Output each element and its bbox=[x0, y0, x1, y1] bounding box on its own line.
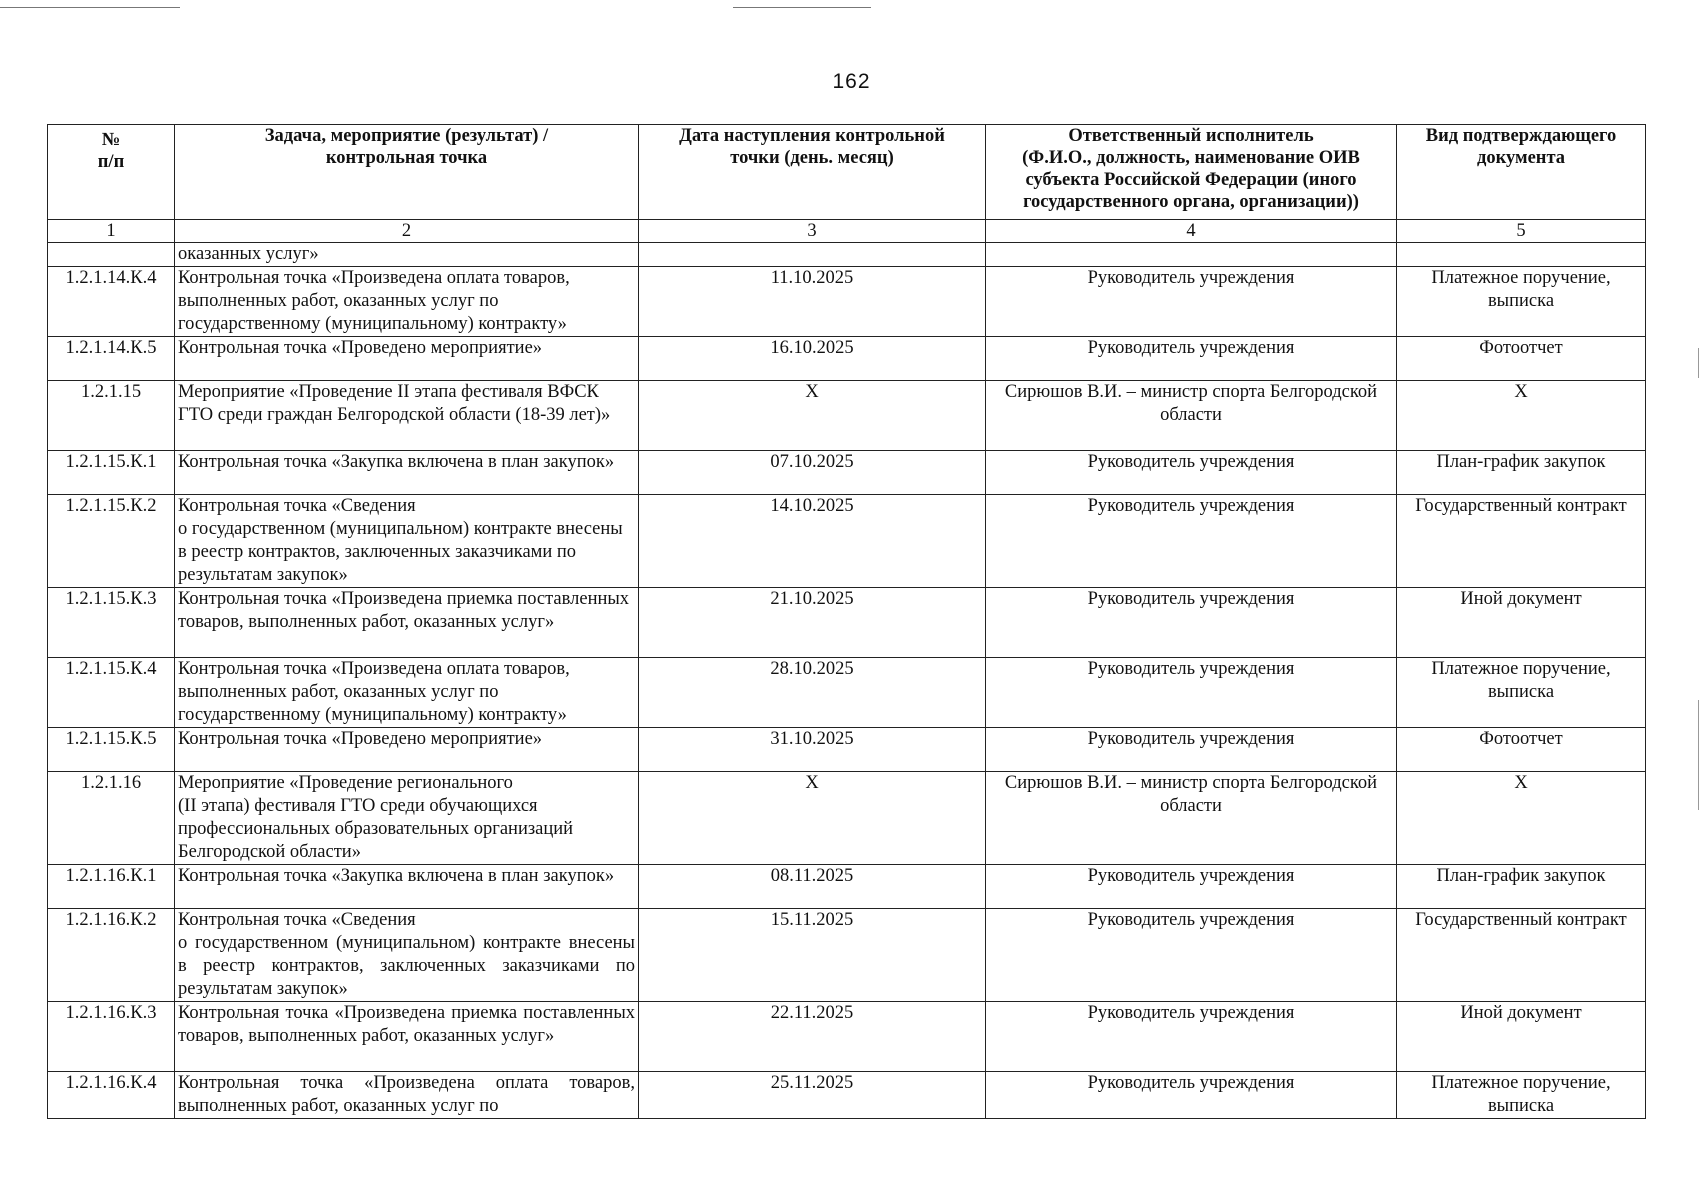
row-task-cell: Контрольная точка «Произведена оплата товаров, выполненных работ, оказанных услуг по bbox=[175, 1072, 639, 1119]
row-task-cell: Контрольная точка «Сведения о государственном (муниципальном) контракте внесены в реестр контрактов, заключенных заказчиками по результатам закупок» bbox=[175, 495, 639, 588]
row-date-cell bbox=[639, 243, 986, 267]
row-date-cell: 16.10.2025 bbox=[639, 337, 986, 381]
header-document bbox=[1397, 125, 1646, 220]
table-row bbox=[48, 243, 1646, 267]
row-document-cell: Иной документ bbox=[1397, 1002, 1646, 1072]
row-task-cell: Мероприятие «Проведение II этапа фестиваля ВФСК ГТО среди граждан Белгородской области (18-39 лет)» bbox=[175, 381, 639, 451]
row-document-cell: Х bbox=[1397, 772, 1646, 865]
header-date-text: Дата наступления контрольной точки (день. месяц) bbox=[679, 126, 945, 168]
table-row bbox=[48, 865, 1646, 909]
row-responsible-cell: Руководитель учреждения bbox=[986, 1072, 1397, 1119]
table-row bbox=[48, 772, 1646, 865]
row-date-cell: 08.11.2025 bbox=[639, 865, 986, 909]
row-document-cell: Государственный контракт bbox=[1397, 495, 1646, 588]
table-row bbox=[48, 658, 1646, 728]
row-number-cell bbox=[48, 243, 175, 267]
row-task-cell: Контрольная точка «Закупка включена в план закупок» bbox=[175, 451, 639, 495]
column-number: 5 bbox=[1397, 220, 1646, 243]
row-responsible-cell: Руководитель учреждения bbox=[986, 865, 1397, 909]
row-number-cell: 1.2.1.16.К.3 bbox=[48, 1002, 175, 1072]
row-task-cell: Контрольная точка «Произведена оплата товаров, выполненных работ, оказанных услуг по государственному (муниципальному) контракту» bbox=[175, 658, 639, 728]
row-document-cell bbox=[1397, 243, 1646, 267]
row-number-cell: 1.2.1.15.К.1 bbox=[48, 451, 175, 495]
header-document-text: Вид подтверждающего документа bbox=[1425, 126, 1617, 168]
row-responsible-cell: Руководитель учреждения bbox=[986, 728, 1397, 772]
row-responsible-cell bbox=[986, 243, 1397, 267]
row-number-cell: 1.2.1.14.К.5 bbox=[48, 337, 175, 381]
row-date-cell: 07.10.2025 bbox=[639, 451, 986, 495]
row-task-cell: Контрольная точка «Закупка включена в план закупок» bbox=[175, 865, 639, 909]
row-number-cell: 1.2.1.16.К.4 bbox=[48, 1072, 175, 1119]
row-responsible-cell: Руководитель учреждения bbox=[986, 495, 1397, 588]
header-number-text: № п/п bbox=[97, 130, 125, 172]
row-date-cell: 28.10.2025 bbox=[639, 658, 986, 728]
row-task-cell: Контрольная точка «Сведения о государственном (муниципальном) контракте внесены в реестр контрактов, заключенных заказчиками по результатам закупок» bbox=[175, 909, 639, 1002]
column-numbers-row bbox=[48, 220, 1646, 243]
row-document-cell: Фотоотчет bbox=[1397, 728, 1646, 772]
header-date bbox=[639, 125, 986, 220]
row-date-cell: Х bbox=[639, 381, 986, 451]
row-task-cell: Контрольная точка «Произведена оплата товаров, выполненных работ, оказанных услуг по государственному (муниципальному) контракту» bbox=[175, 267, 639, 337]
column-number: 1 bbox=[48, 220, 175, 243]
row-document-cell: Государственный контракт bbox=[1397, 909, 1646, 1002]
row-number-cell: 1.2.1.15.К.5 bbox=[48, 728, 175, 772]
table-row bbox=[48, 909, 1646, 1002]
row-document-cell: Платежное поручение, выписка bbox=[1397, 1072, 1646, 1119]
row-document-cell: Х bbox=[1397, 381, 1646, 451]
row-number-cell: 1.2.1.15.К.4 bbox=[48, 658, 175, 728]
row-number-cell: 1.2.1.14.К.4 bbox=[48, 267, 175, 337]
table-row bbox=[48, 588, 1646, 658]
row-task-cell: Контрольная точка «Произведена приемка поставленных товаров, выполненных работ, оказанных услуг» bbox=[175, 588, 639, 658]
table-row bbox=[48, 495, 1646, 588]
row-number-cell: 1.2.1.16 bbox=[48, 772, 175, 865]
row-document-cell: Фотоотчет bbox=[1397, 337, 1646, 381]
row-number-cell: 1.2.1.16.К.1 bbox=[48, 865, 175, 909]
table-row bbox=[48, 1072, 1646, 1119]
header-responsible bbox=[986, 125, 1397, 220]
table-row bbox=[48, 267, 1646, 337]
table-row bbox=[48, 1002, 1646, 1072]
row-responsible-cell: Руководитель учреждения bbox=[986, 451, 1397, 495]
row-task-cell: Мероприятие «Проведение регионального (II этапа) фестиваля ГТО среди обучающихся профессиональных образовательных организаций Белгородской области» bbox=[175, 772, 639, 865]
header-task bbox=[175, 125, 639, 220]
column-number: 3 bbox=[639, 220, 986, 243]
row-responsible-cell: Руководитель учреждения bbox=[986, 1002, 1397, 1072]
row-number-cell: 1.2.1.15 bbox=[48, 381, 175, 451]
row-document-cell: План-график закупок bbox=[1397, 451, 1646, 495]
table-row bbox=[48, 381, 1646, 451]
table-row bbox=[48, 728, 1646, 772]
scan-edge-mark bbox=[1698, 700, 1699, 810]
row-number-cell: 1.2.1.15.К.2 bbox=[48, 495, 175, 588]
row-date-cell: 21.10.2025 bbox=[639, 588, 986, 658]
row-document-cell: Платежное поручение, выписка bbox=[1397, 658, 1646, 728]
table-row bbox=[48, 451, 1646, 495]
row-responsible-cell: Руководитель учреждения bbox=[986, 909, 1397, 1002]
table-row bbox=[48, 337, 1646, 381]
row-date-cell: 14.10.2025 bbox=[639, 495, 986, 588]
row-task-cell: Контрольная точка «Проведено мероприятие» bbox=[175, 728, 639, 772]
row-date-cell: 25.11.2025 bbox=[639, 1072, 986, 1119]
row-task-cell: оказанных услуг» bbox=[175, 243, 639, 267]
row-responsible-cell: Руководитель учреждения bbox=[986, 267, 1397, 337]
header-responsible-text: Ответственный исполнитель (Ф.И.О., должность, наименование ОИВ субъекта Российской Федерации (иного государственного органа, организации)) bbox=[1022, 126, 1360, 212]
scan-edge-mark bbox=[1698, 348, 1699, 378]
top-rule-left bbox=[0, 7, 180, 8]
row-date-cell: 22.11.2025 bbox=[639, 1002, 986, 1072]
row-document-cell: Платежное поручение, выписка bbox=[1397, 267, 1646, 337]
top-rule-center bbox=[733, 7, 871, 8]
row-document-cell: План-график закупок bbox=[1397, 865, 1646, 909]
row-responsible-cell: Руководитель учреждения bbox=[986, 337, 1397, 381]
row-document-cell: Иной документ bbox=[1397, 588, 1646, 658]
row-responsible-cell: Руководитель учреждения bbox=[986, 588, 1397, 658]
header-row bbox=[48, 125, 1646, 220]
row-date-cell: 11.10.2025 bbox=[639, 267, 986, 337]
row-number-cell: 1.2.1.15.К.3 bbox=[48, 588, 175, 658]
row-date-cell: 31.10.2025 bbox=[639, 728, 986, 772]
control-points-table bbox=[47, 124, 1646, 1119]
row-task-cell: Контрольная точка «Произведена приемка поставленных товаров, выполненных работ, оказанных услуг» bbox=[175, 1002, 639, 1072]
row-responsible-cell: Сирюшов В.И. – министр спорта Белгородской области bbox=[986, 381, 1397, 451]
row-responsible-cell: Руководитель учреждения bbox=[986, 658, 1397, 728]
column-number: 2 bbox=[175, 220, 639, 243]
row-date-cell: 15.11.2025 bbox=[639, 909, 986, 1002]
column-number: 4 bbox=[986, 220, 1397, 243]
page-number: 162 bbox=[832, 70, 871, 93]
row-responsible-cell: Сирюшов В.И. – министр спорта Белгородской области bbox=[986, 772, 1397, 865]
header-number bbox=[48, 125, 175, 220]
row-task-cell: Контрольная точка «Проведено мероприятие» bbox=[175, 337, 639, 381]
header-task-text: Задача, мероприятие (результат) / контрольная точка bbox=[264, 126, 549, 168]
row-date-cell: Х bbox=[639, 772, 986, 865]
row-number-cell: 1.2.1.16.К.2 bbox=[48, 909, 175, 1002]
